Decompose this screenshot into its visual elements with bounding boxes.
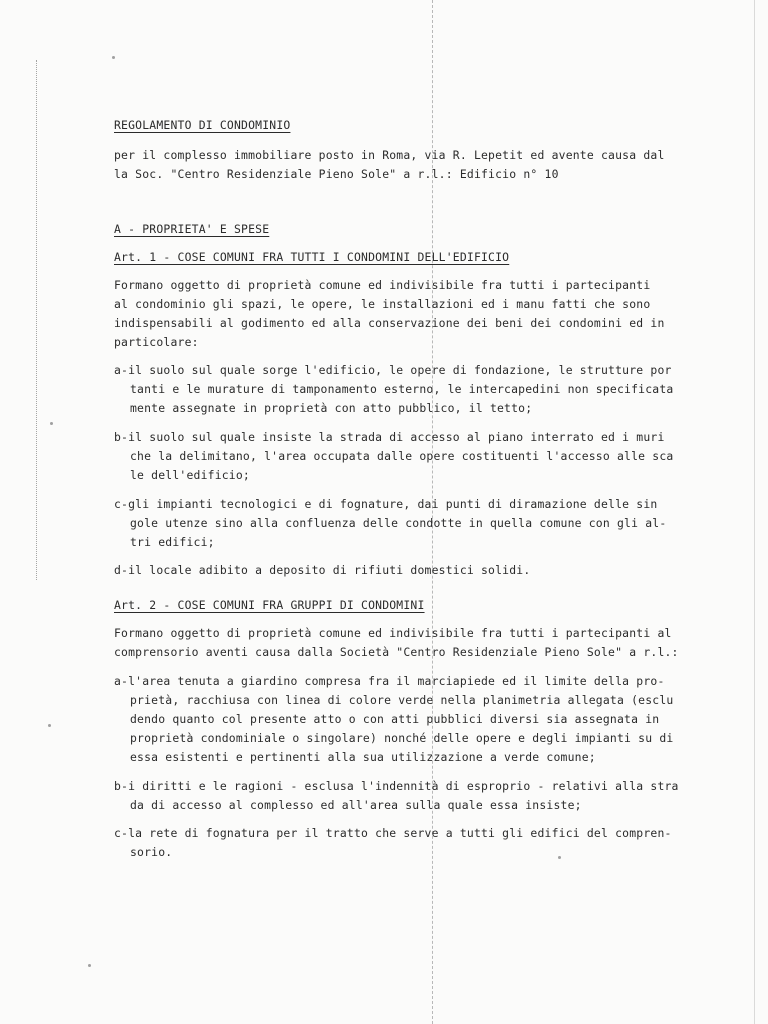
- scan-edge-right: [754, 0, 755, 1024]
- art2-item-a: essa esistenti e pertinenti alla sua utilizzazione a verde comune;: [130, 750, 596, 764]
- scan-speck: [48, 724, 51, 727]
- scan-edge-mark: [36, 60, 37, 580]
- scan-speck: [112, 56, 115, 59]
- art1-heading: Art. 1 - COSE COMUNI FRA TUTTI I CONDOMINI DELL'EDIFICIO: [114, 250, 510, 264]
- art2-item-b: b-i diritti e le ragioni - esclusa l'indennità di esproprio - relativi alla stra: [114, 779, 679, 793]
- art1-intro-line: al condominio gli spazi, le opere, le installazioni ed i manu fatti che sono: [114, 297, 651, 311]
- scan-speck: [88, 964, 91, 967]
- document-title: REGOLAMENTO DI CONDOMINIO: [114, 118, 291, 132]
- section-a-heading: A - PROPRIETA' E SPESE: [114, 222, 270, 236]
- art2-item-b: da di accesso al complesso ed all'area sulla quale essa insiste;: [130, 798, 582, 812]
- art2-item-a: proprietà condominiale o singolare) nonché delle opere e degli impianti su di: [130, 731, 674, 745]
- art2-intro-line: comprensorio aventi causa dalla Società "Centro Residenziale Pieno Sole" a r.l.:: [114, 645, 679, 659]
- intro-line-1: per il complesso immobiliare posto in Roma, via R. Lepetit ed avente causa dal: [114, 148, 665, 162]
- art1-item-c: c-gli impianti tecnologici e di fognature, dai punti di diramazione delle sin: [114, 497, 658, 511]
- art1-intro-line: particolare:: [114, 335, 199, 349]
- art2-heading: Art. 2 - COSE COMUNI FRA GRUPPI DI CONDOMINI: [114, 598, 425, 612]
- art1-item-d: d-il locale adibito a deposito di rifiuti domestici solidi.: [114, 563, 531, 577]
- art1-item-c: gole utenze sino alla confluenza delle condotte in quella comune con gli al-: [130, 516, 667, 530]
- art1-intro-line: Formano oggetto di proprietà comune ed indivisibile fra tutti i partecipanti: [114, 278, 651, 292]
- art2-item-a: dendo quanto col presente atto o con atti pubblici diversi sia assegnata in: [130, 712, 660, 726]
- art2-intro-line: Formano oggetto di proprietà comune ed indivisibile fra tutti i partecipanti al: [114, 626, 672, 640]
- art1-intro-line: indispensabili al godimento ed alla conservazione dei beni dei condomini ed in: [114, 316, 665, 330]
- art1-item-b: che la delimitano, l'area occupata dalle opere costituenti l'accesso alle sca: [130, 449, 674, 463]
- scan-speck: [50, 422, 53, 425]
- art2-item-c: c-la rete di fognatura per il tratto che serve a tutti gli edifici del compren-: [114, 826, 672, 840]
- intro-line-2: la Soc. "Centro Residenziale Pieno Sole" a r.l.: Edificio n° 10: [114, 167, 559, 181]
- art1-item-a: a-il suolo sul quale sorge l'edificio, le opere di fondazione, le strutture por: [114, 363, 672, 377]
- art2-item-a: prietà, racchiusa con linea di colore verde nella planimetria allegata (esclu: [130, 693, 674, 707]
- art1-item-b: b-il suolo sul quale insiste la strada di accesso al piano interrato ed i muri: [114, 430, 665, 444]
- art2-item-c: sorio.: [130, 845, 173, 859]
- art1-item-a: mente assegnate in proprietà con atto pubblico, il tetto;: [130, 401, 533, 415]
- art2-item-a: a-l'area tenuta a giardino compresa fra il marciapiede ed il limite della pro-: [114, 674, 665, 688]
- art1-item-b: le dell'edificio;: [130, 468, 250, 482]
- art1-item-c: tri edifici;: [130, 535, 215, 549]
- art1-item-a: tanti e le murature di tamponamento esterno, le intercapedini non specificata: [130, 382, 674, 396]
